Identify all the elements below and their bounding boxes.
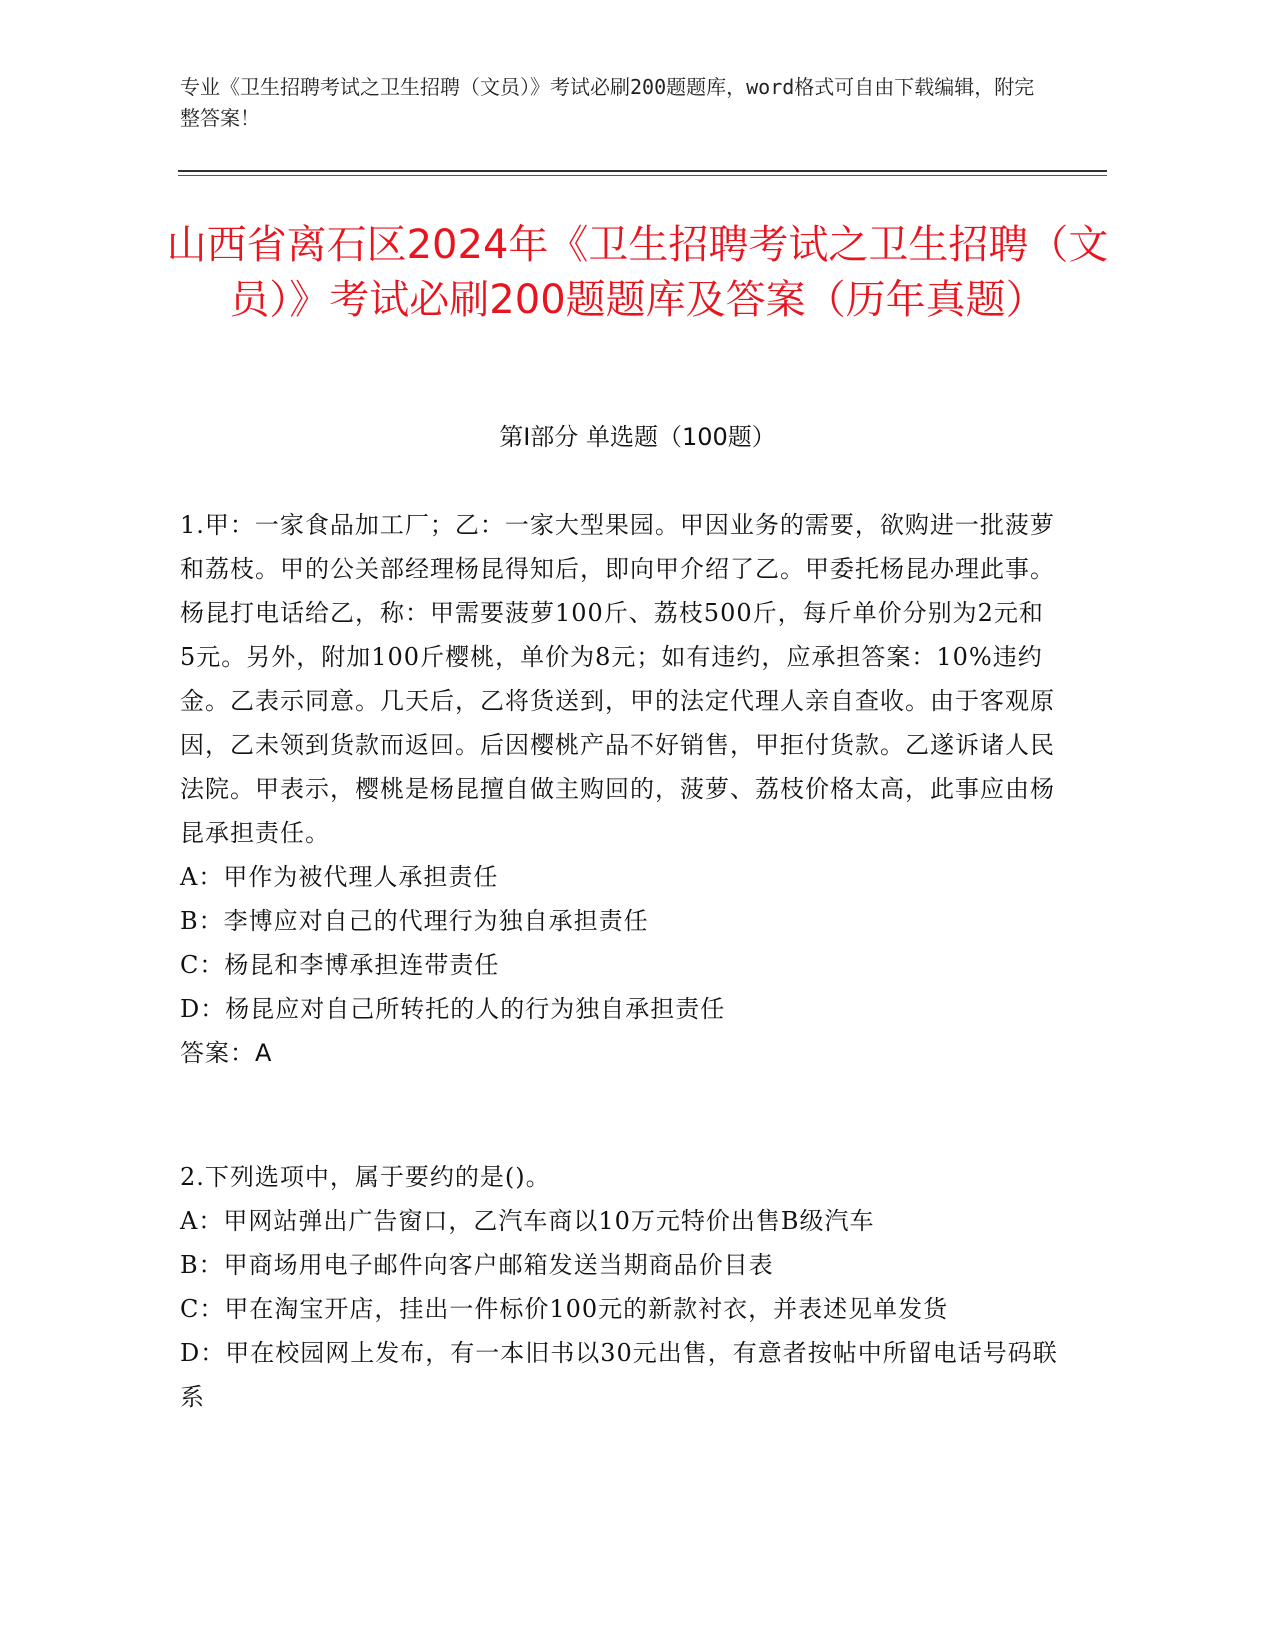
question-1-text: 1.甲：一家食品加工厂；乙：一家大型果园。甲因业务的需要，欲购进一批菠萝和荔枝。甲的公关部经理杨昆得知后，即向甲介绍了乙。甲委托杨昆办理此事。杨昆打电话给乙，称：甲需要菠萝100斤、荔枝500斤，每斤单价分别为2元和5元。另外，附加100斤樱桃，单价为8元；如有违约，应承担答案：10%违约金。乙表示同意。几天后，乙将货送到，甲的法定代理人亲自查收。由于客观原因，乙未领到货款而返回。后因樱桃产品不好销售，甲拒付货款。乙遂诉诸人民法院。甲表示，樱桃是杨昆擅自做主购回的，菠萝、荔枝价格太高，此事应由杨昆承担责任。 [180,511,1055,847]
question-2-text: 2.下列选项中，属于要约的是()。 [180,1163,551,1191]
section-heading: 第Ⅰ部分 单选题（100题） [499,423,776,451]
question-2-option-b: B：甲商场用电子邮件向客户邮箱发送当期商品价目表 [180,1251,774,1279]
header-divider-thick [178,170,1107,172]
question-2-option-d: D：甲在校园网上发布，有一本旧书以30元出售，有意者按帖中所留电话号码联系 [180,1339,1058,1411]
question-1-option-a: A：甲作为被代理人承担责任 [180,863,499,891]
question-1 [180,503,1060,1075]
question-2 [180,1155,1060,1419]
header-note: 专业《卫生招聘考试之卫生招聘（文员）》考试必刷200题题库，word格式可自由下载编辑，附完整答案！ [180,75,1035,130]
question-1-option-b: B：李博应对自己的代理行为独自承担责任 [180,907,649,935]
question-1-option-d: D：杨昆应对自己所转托的人的行为独自承担责任 [180,995,726,1023]
question-1-option-c: C：杨昆和李博承担连带责任 [180,951,500,979]
question-2-option-a: A：甲网站弹出广告窗口，乙汽车商以10万元特价出售B级汽车 [180,1207,875,1235]
question-1-answer: 答案：A [180,1039,273,1067]
header-divider-thin [178,175,1107,176]
question-2-option-c: C：甲在淘宝开店，挂出一件标价100元的新款衬衣，并表述见单发货 [180,1295,949,1323]
document-title: 山西省离石区2024年《卫生招聘考试之卫生招聘（文员）》考试必刷200题题库及答案（历年真题） [166,222,1109,323]
